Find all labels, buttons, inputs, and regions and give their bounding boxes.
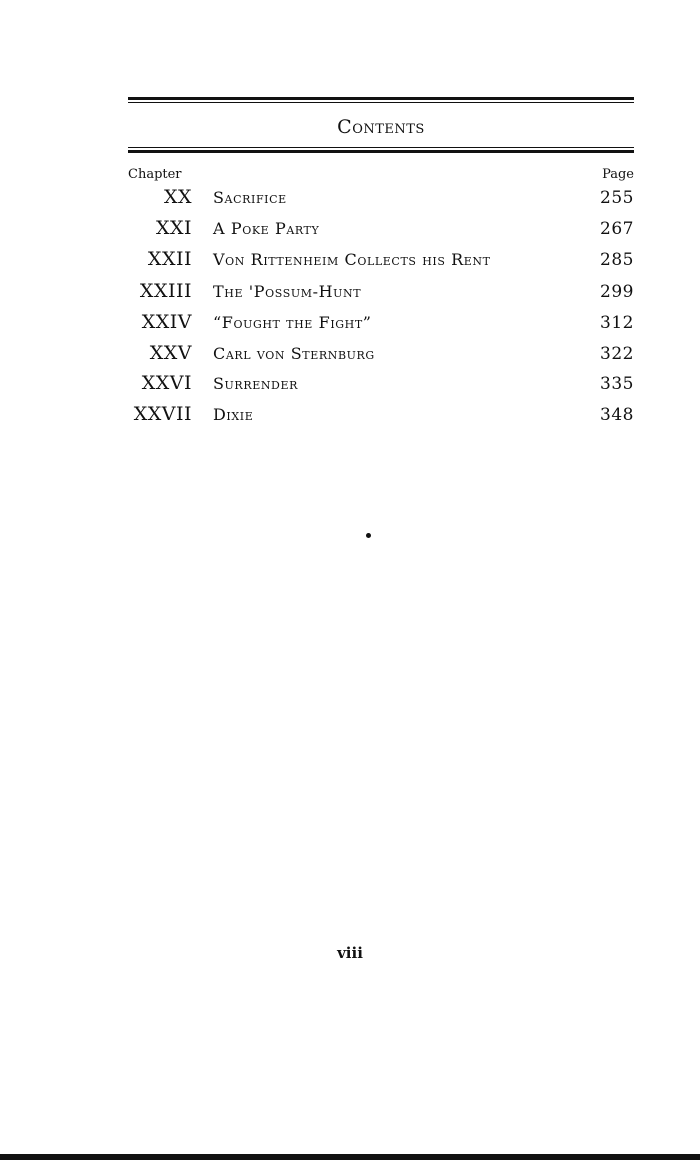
heading-thick-rule (128, 150, 634, 153)
toc-entry (0, 217, 700, 247)
top-thick-rule (128, 97, 634, 100)
page-number: 322 (600, 344, 634, 364)
chapter-title: Dixie (213, 405, 254, 424)
page-number: 335 (600, 374, 634, 394)
chapter-number: XX (163, 186, 192, 208)
chapter-number: XXVII (133, 403, 192, 425)
toc-entry (0, 280, 700, 310)
chapter-title: Von Rittenheim Collects his Rent (213, 250, 491, 269)
toc-entry (0, 248, 700, 278)
toc-entry (0, 403, 700, 433)
chapter-title: A Poke Party (213, 219, 320, 238)
toc-entry (0, 311, 700, 341)
page-number: 267 (600, 219, 634, 239)
ornament-dot (366, 533, 371, 538)
contents-heading: Contents (337, 116, 425, 138)
heading-thin-rule (128, 147, 634, 148)
folio-page-number: viii (337, 944, 363, 962)
top-double-rule (128, 97, 634, 103)
toc-entry (0, 342, 700, 372)
toc-entry (0, 186, 700, 216)
chapter-number: XXVI (141, 372, 192, 394)
page-number: 285 (600, 250, 634, 270)
chapter-number: XXV (149, 342, 192, 364)
page-column-label: Page (602, 167, 634, 182)
page-number: 299 (600, 282, 634, 302)
chapter-number: XXII (147, 248, 192, 270)
bottom-edge-rule (0, 1154, 700, 1160)
chapter-title: Carl von Sternburg (213, 344, 375, 363)
page-number: 312 (600, 313, 634, 333)
page-number: 348 (600, 405, 634, 425)
top-thin-rule (128, 102, 634, 103)
chapter-title: “Fought the Fight” (213, 313, 372, 332)
chapter-title: The 'Possum-Hunt (213, 282, 362, 301)
chapter-number: XXI (155, 217, 192, 239)
page-number: 255 (600, 188, 634, 208)
chapter-number: XXIII (139, 280, 192, 302)
chapter-title: Sacrifice (213, 188, 287, 207)
chapter-number: XXIV (141, 311, 192, 333)
heading-double-rule (128, 147, 634, 153)
toc-entry (0, 372, 700, 402)
chapter-title: Surrender (213, 374, 298, 393)
chapter-column-label: Chapter (128, 167, 182, 182)
